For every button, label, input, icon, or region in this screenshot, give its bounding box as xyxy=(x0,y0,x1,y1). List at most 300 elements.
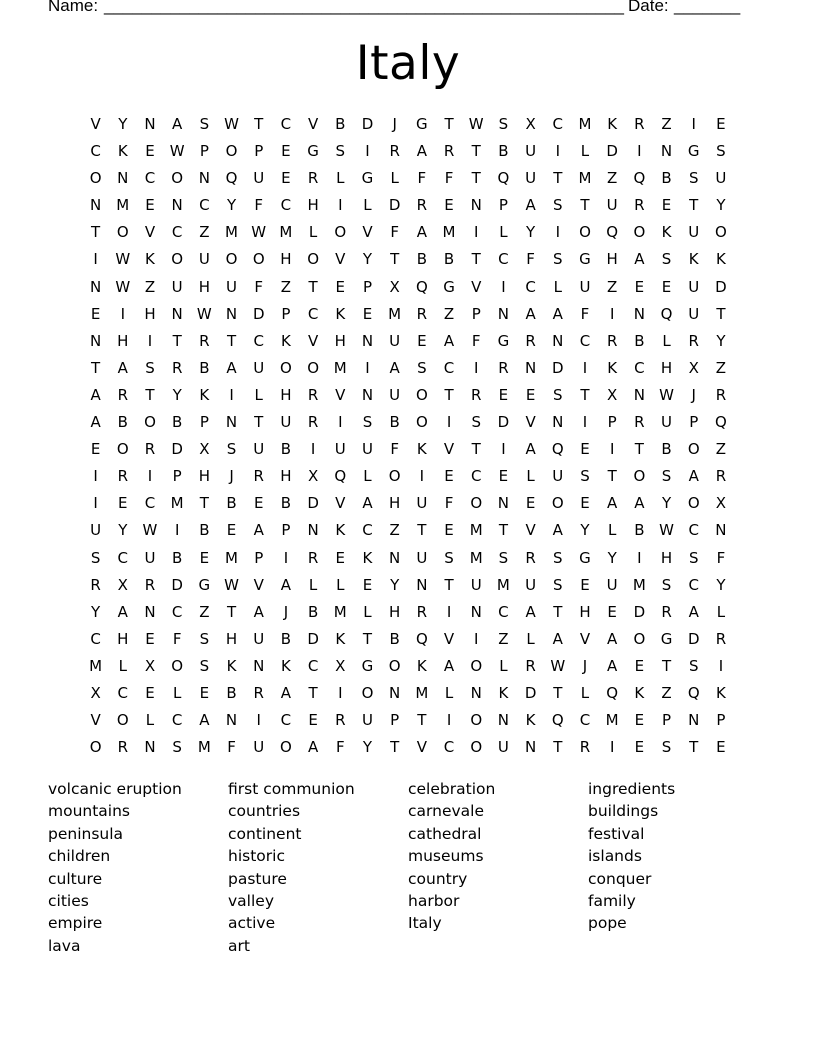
grid-letter[interactable]: T xyxy=(91,223,101,242)
grid-letter[interactable]: V xyxy=(335,385,346,404)
grid-letter[interactable]: Y xyxy=(172,385,182,404)
grid-letter[interactable]: E xyxy=(498,385,509,404)
grid-letter[interactable]: R xyxy=(416,304,428,323)
grid-letter[interactable]: I xyxy=(365,142,370,161)
grid-letter[interactable]: R xyxy=(471,385,482,404)
grid-letter[interactable]: O xyxy=(633,629,646,648)
grid-letter[interactable]: A xyxy=(117,602,128,621)
grid-letter[interactable]: R xyxy=(389,142,400,161)
grid-letter[interactable]: U xyxy=(253,358,265,377)
grid-letter[interactable]: S xyxy=(498,548,509,567)
grid-letter[interactable]: R xyxy=(525,548,536,567)
grid-letter[interactable]: T xyxy=(417,521,427,540)
grid-letter[interactable]: L xyxy=(336,575,345,594)
grid-letter[interactable]: A xyxy=(307,738,319,757)
grid-letter[interactable]: O xyxy=(551,494,564,513)
grid-letter[interactable]: R xyxy=(144,440,156,459)
grid-letter[interactable]: O xyxy=(470,494,483,513)
grid-letter[interactable]: V xyxy=(335,494,346,513)
grid-letter[interactable]: P xyxy=(199,142,209,161)
grid-letter[interactable]: H xyxy=(389,494,401,513)
grid-letter[interactable]: A xyxy=(280,575,292,594)
grid-letter[interactable]: R xyxy=(307,385,319,404)
grid-letter[interactable]: D xyxy=(497,413,510,432)
grid-letter[interactable]: S xyxy=(498,115,509,133)
grid-letter[interactable]: E xyxy=(661,277,672,296)
grid-letter[interactable]: X xyxy=(715,494,727,513)
grid-letter[interactable]: D xyxy=(524,683,537,702)
grid-letter[interactable]: M xyxy=(170,494,184,513)
grid-letter[interactable]: V xyxy=(335,250,346,269)
date-field[interactable]: _______ xyxy=(674,0,741,15)
grid-letter[interactable]: H xyxy=(144,304,156,323)
grid-letter[interactable]: E xyxy=(634,711,645,730)
grid-letter[interactable]: I xyxy=(474,223,479,242)
grid-letter[interactable]: U xyxy=(280,413,292,432)
grid-letter[interactable]: U xyxy=(416,494,428,513)
grid-letter[interactable]: A xyxy=(607,656,618,675)
grid-letter[interactable]: K xyxy=(715,683,726,702)
grid-letter[interactable]: R xyxy=(253,467,264,486)
grid-letter[interactable]: K xyxy=(280,331,291,350)
grid-letter[interactable]: M xyxy=(279,223,293,242)
grid-letter[interactable]: E xyxy=(145,142,155,161)
grid-letter[interactable]: Z xyxy=(607,277,618,296)
grid-letter[interactable]: H xyxy=(389,602,401,621)
grid-letter[interactable]: F xyxy=(227,738,236,757)
grid-letter[interactable]: F xyxy=(390,440,399,459)
grid-letter[interactable]: S xyxy=(580,467,590,486)
grid-letter[interactable]: C xyxy=(280,711,292,730)
grid-letter[interactable]: E xyxy=(335,548,346,567)
grid-letter[interactable]: U xyxy=(144,548,156,567)
grid-letter[interactable]: S xyxy=(444,548,454,567)
grid-letter[interactable]: J xyxy=(229,467,234,486)
grid-letter[interactable]: R xyxy=(416,602,428,621)
grid-letter[interactable]: Q xyxy=(334,467,347,486)
grid-letter[interactable]: I xyxy=(229,385,234,404)
grid-letter[interactable]: C xyxy=(525,277,536,296)
grid-letter[interactable]: N xyxy=(470,196,482,215)
grid-letter[interactable]: T xyxy=(308,683,318,702)
grid-letter[interactable]: E xyxy=(716,738,726,757)
grid-letter[interactable]: C xyxy=(470,467,482,486)
grid-letter[interactable]: V xyxy=(471,277,482,296)
grid-letter[interactable]: G xyxy=(497,331,510,350)
grid-letter[interactable]: U xyxy=(253,440,265,459)
grid-letter[interactable]: N xyxy=(144,738,156,757)
grid-letter[interactable]: H xyxy=(606,250,618,269)
grid-letter[interactable]: Y xyxy=(716,196,726,215)
grid-letter[interactable]: C xyxy=(688,521,699,540)
grid-letter[interactable]: S xyxy=(199,629,210,648)
grid-letter[interactable]: N xyxy=(633,385,645,404)
grid-letter[interactable]: E xyxy=(90,304,101,323)
grid-letter[interactable]: D xyxy=(252,304,265,323)
grid-letter[interactable]: N xyxy=(660,142,673,161)
grid-letter[interactable]: A xyxy=(416,223,427,242)
grid-letter[interactable]: A xyxy=(117,358,128,377)
grid-letter[interactable]: O xyxy=(144,413,156,432)
grid-letter[interactable]: N xyxy=(225,304,238,323)
grid-letter[interactable]: Q xyxy=(687,683,700,702)
grid-letter[interactable]: W xyxy=(659,385,674,404)
grid-letter[interactable]: F xyxy=(254,277,264,296)
grid-letter[interactable]: R xyxy=(498,358,509,377)
grid-letter[interactable]: X xyxy=(389,277,400,296)
grid-letter[interactable]: U xyxy=(525,142,537,161)
grid-letter[interactable]: O xyxy=(116,440,129,459)
grid-letter[interactable]: P xyxy=(281,304,291,323)
grid-letter[interactable]: G xyxy=(687,142,700,161)
grid-letter[interactable]: U xyxy=(552,467,564,486)
grid-letter[interactable]: T xyxy=(254,115,264,133)
grid-letter[interactable]: W xyxy=(196,304,212,323)
grid-letter[interactable]: G xyxy=(361,656,374,675)
grid-letter[interactable]: Y xyxy=(580,521,590,540)
grid-letter[interactable]: I xyxy=(93,494,98,513)
grid-letter[interactable]: T xyxy=(553,169,563,188)
grid-letter[interactable]: R xyxy=(661,602,672,621)
grid-letter[interactable]: Q xyxy=(551,711,564,730)
grid-letter[interactable]: B xyxy=(199,358,210,377)
grid-letter[interactable]: E xyxy=(90,440,101,459)
grid-letter[interactable]: R xyxy=(715,467,727,486)
grid-letter[interactable]: G xyxy=(660,629,673,648)
grid-letter[interactable]: M xyxy=(388,304,402,323)
grid-letter[interactable]: N xyxy=(389,683,401,702)
grid-letter[interactable]: L xyxy=(444,683,454,702)
grid-letter[interactable]: Z xyxy=(199,223,210,242)
grid-letter[interactable]: S xyxy=(553,385,563,404)
grid-letter[interactable]: F xyxy=(417,169,427,188)
grid-letter[interactable]: T xyxy=(471,142,481,161)
grid-letter[interactable]: R xyxy=(307,548,319,567)
grid-letter[interactable]: O xyxy=(89,738,102,757)
grid-letter[interactable]: U xyxy=(389,331,401,350)
grid-letter[interactable]: K xyxy=(280,656,291,675)
grid-letter[interactable]: M xyxy=(605,711,619,730)
grid-letter[interactable]: C xyxy=(307,656,319,675)
grid-letter[interactable]: T xyxy=(471,169,481,188)
grid-letter[interactable]: M xyxy=(116,196,130,215)
grid-letter[interactable]: I xyxy=(474,629,479,648)
grid-letter[interactable]: U xyxy=(661,413,673,432)
grid-letter[interactable]: P xyxy=(362,277,372,296)
grid-letter[interactable]: I xyxy=(310,440,316,459)
grid-letter[interactable]: Z xyxy=(661,115,672,133)
grid-letter[interactable]: T xyxy=(254,413,264,432)
grid-letter[interactable]: E xyxy=(118,494,128,513)
grid-letter[interactable]: T xyxy=(444,385,454,404)
grid-letter[interactable]: L xyxy=(145,711,155,730)
grid-letter[interactable]: E xyxy=(281,142,291,161)
grid-letter[interactable]: Q xyxy=(606,223,619,242)
grid-letter[interactable]: A xyxy=(362,494,373,513)
grid-letter[interactable]: O xyxy=(171,169,184,188)
grid-letter[interactable]: R xyxy=(90,575,101,594)
grid-letter[interactable]: D xyxy=(171,575,183,594)
grid-letter[interactable]: O xyxy=(307,250,319,269)
grid-letter[interactable]: R xyxy=(606,331,618,350)
grid-letter[interactable]: A xyxy=(199,711,210,730)
grid-letter[interactable]: L xyxy=(308,575,318,594)
grid-letter[interactable]: C xyxy=(579,331,591,350)
grid-letter[interactable]: E xyxy=(580,575,590,594)
grid-letter[interactable]: E xyxy=(335,277,346,296)
grid-letter[interactable]: T xyxy=(199,494,209,513)
grid-letter[interactable]: P xyxy=(689,413,699,432)
grid-letter[interactable]: O xyxy=(470,738,483,757)
grid-letter[interactable]: D xyxy=(606,142,618,161)
grid-letter[interactable]: D xyxy=(552,358,564,377)
grid-letter[interactable]: G xyxy=(198,575,211,594)
grid-letter[interactable]: B xyxy=(389,629,400,648)
grid-letter[interactable]: R xyxy=(144,575,156,594)
grid-letter[interactable]: U xyxy=(416,548,428,567)
grid-letter[interactable]: A xyxy=(607,494,618,513)
grid-letter[interactable]: C xyxy=(171,223,183,242)
grid-letter[interactable]: S xyxy=(172,738,182,757)
grid-letter[interactable]: B xyxy=(335,115,346,133)
grid-letter[interactable]: L xyxy=(580,142,590,161)
grid-letter[interactable]: E xyxy=(145,196,155,215)
grid-letter[interactable]: D xyxy=(687,629,700,648)
grid-letter[interactable]: T xyxy=(362,629,373,648)
grid-letter[interactable]: A xyxy=(688,602,699,621)
grid-letter[interactable]: Z xyxy=(280,277,292,296)
grid-letter[interactable]: W xyxy=(142,521,158,540)
grid-letter[interactable]: N xyxy=(198,169,210,188)
grid-letter[interactable]: O xyxy=(334,223,347,242)
grid-letter[interactable]: Q xyxy=(660,304,673,323)
grid-letter[interactable]: D xyxy=(171,440,183,459)
grid-letter[interactable]: N xyxy=(307,521,319,540)
grid-letter[interactable]: Z xyxy=(607,169,618,188)
grid-letter[interactable]: R xyxy=(253,683,264,702)
grid-letter[interactable]: S xyxy=(688,656,699,675)
grid-letter[interactable]: N xyxy=(171,304,183,323)
grid-letter[interactable]: D xyxy=(633,602,646,621)
grid-letter[interactable]: I xyxy=(582,358,588,377)
grid-letter[interactable]: U xyxy=(334,440,346,459)
grid-letter[interactable]: B xyxy=(172,413,183,432)
grid-letter[interactable]: L xyxy=(254,385,263,404)
grid-letter[interactable]: P xyxy=(662,711,672,730)
grid-letter[interactable]: S xyxy=(145,358,155,377)
grid-letter[interactable]: N xyxy=(524,358,537,377)
grid-letter[interactable]: Z xyxy=(144,277,156,296)
grid-letter[interactable]: H xyxy=(198,277,210,296)
grid-letter[interactable]: A xyxy=(443,331,455,350)
grid-letter[interactable]: N xyxy=(225,711,238,730)
grid-letter[interactable]: B xyxy=(226,494,237,513)
grid-letter[interactable]: I xyxy=(637,142,642,161)
grid-letter[interactable]: C xyxy=(307,304,319,323)
grid-letter[interactable]: K xyxy=(117,142,128,161)
grid-letter[interactable]: N xyxy=(389,548,401,567)
grid-letter[interactable]: M xyxy=(469,521,483,540)
grid-letter[interactable]: T xyxy=(689,738,699,757)
grid-letter[interactable]: C xyxy=(199,196,210,215)
grid-letter[interactable]: E xyxy=(444,196,454,215)
grid-letter[interactable]: Z xyxy=(498,629,509,648)
grid-letter[interactable]: E xyxy=(525,494,536,513)
grid-letter[interactable]: D xyxy=(307,494,319,513)
grid-letter[interactable]: A xyxy=(280,683,292,702)
grid-letter[interactable]: O xyxy=(715,223,727,242)
grid-letter[interactable]: K xyxy=(335,521,346,540)
grid-letter[interactable]: F xyxy=(172,629,182,648)
grid-letter[interactable]: A xyxy=(525,196,536,215)
grid-letter[interactable]: N xyxy=(633,304,645,323)
grid-letter[interactable]: O xyxy=(89,169,102,188)
grid-letter[interactable]: I xyxy=(609,738,615,757)
grid-letter[interactable]: U xyxy=(171,277,183,296)
grid-letter[interactable]: C xyxy=(171,602,183,621)
grid-letter[interactable]: O xyxy=(171,250,184,269)
grid-letter[interactable]: T xyxy=(226,331,237,350)
grid-letter[interactable]: Q xyxy=(606,683,619,702)
grid-letter[interactable]: V xyxy=(144,223,156,242)
grid-letter[interactable]: Y xyxy=(362,738,373,757)
grid-letter[interactable]: L xyxy=(363,467,372,486)
grid-letter[interactable]: V xyxy=(90,115,101,133)
grid-letter[interactable]: V xyxy=(579,629,591,648)
grid-letter[interactable]: T xyxy=(226,602,237,621)
grid-letter[interactable]: V xyxy=(90,711,101,730)
grid-letter[interactable]: M xyxy=(578,115,592,133)
grid-letter[interactable]: R xyxy=(117,738,128,757)
grid-letter[interactable]: K xyxy=(607,358,618,377)
grid-letter[interactable]: S xyxy=(688,548,699,567)
grid-letter[interactable]: E xyxy=(226,521,237,540)
grid-letter[interactable]: B xyxy=(634,331,645,350)
grid-letter[interactable]: F xyxy=(390,223,399,242)
grid-letter[interactable]: K xyxy=(607,115,618,133)
grid-letter[interactable]: A xyxy=(226,358,237,377)
grid-letter[interactable]: O xyxy=(470,711,483,730)
grid-letter[interactable]: I xyxy=(174,521,180,540)
grid-letter[interactable]: E xyxy=(444,467,454,486)
grid-letter[interactable]: T xyxy=(661,656,672,675)
grid-letter[interactable]: T xyxy=(172,331,182,350)
grid-letter[interactable]: L xyxy=(553,277,562,296)
grid-letter[interactable]: X xyxy=(607,385,618,404)
grid-letter[interactable]: F xyxy=(444,494,454,513)
grid-letter[interactable]: O xyxy=(280,738,292,757)
grid-letter[interactable]: Q xyxy=(225,169,238,188)
grid-letter[interactable]: D xyxy=(361,115,374,133)
grid-letter[interactable]: M xyxy=(469,548,483,567)
grid-letter[interactable]: S xyxy=(553,548,563,567)
grid-letter[interactable]: R xyxy=(715,629,727,648)
grid-letter[interactable]: T xyxy=(716,304,726,323)
grid-letter[interactable]: U xyxy=(688,304,700,323)
grid-letter[interactable]: J xyxy=(283,602,289,621)
grid-letter[interactable]: T xyxy=(471,250,481,269)
grid-letter[interactable]: I xyxy=(256,711,261,730)
grid-letter[interactable]: A xyxy=(90,385,101,404)
grid-letter[interactable]: L xyxy=(499,656,508,675)
grid-letter[interactable]: D xyxy=(715,277,727,296)
grid-letter[interactable]: L xyxy=(526,467,535,486)
grid-letter[interactable]: R xyxy=(715,385,727,404)
grid-letter[interactable]: B xyxy=(307,602,319,621)
grid-letter[interactable]: U xyxy=(688,277,700,296)
grid-letter[interactable]: N xyxy=(470,683,482,702)
grid-letter[interactable]: M xyxy=(578,169,592,188)
grid-letter[interactable]: T xyxy=(145,385,155,404)
grid-letter[interactable]: B xyxy=(661,440,672,459)
grid-letter[interactable]: U xyxy=(606,196,618,215)
grid-letter[interactable]: N xyxy=(225,413,238,432)
grid-letter[interactable]: I xyxy=(419,467,425,486)
grid-letter[interactable]: K xyxy=(416,440,427,459)
grid-letter[interactable]: N xyxy=(524,738,537,757)
grid-letter[interactable]: P xyxy=(199,413,209,432)
grid-letter[interactable]: L xyxy=(662,331,671,350)
grid-letter[interactable]: K xyxy=(416,656,427,675)
grid-letter[interactable]: A xyxy=(443,656,455,675)
grid-letter[interactable]: T xyxy=(444,115,454,133)
grid-letter[interactable]: A xyxy=(607,629,618,648)
grid-letter[interactable]: W xyxy=(115,277,131,296)
grid-letter[interactable]: U xyxy=(497,738,509,757)
grid-letter[interactable]: M xyxy=(89,656,103,675)
grid-letter[interactable]: Y xyxy=(118,115,128,133)
grid-letter[interactable]: N xyxy=(144,602,156,621)
grid-letter[interactable]: S xyxy=(553,196,563,215)
grid-letter[interactable]: S xyxy=(199,656,210,675)
grid-letter[interactable]: S xyxy=(90,548,101,567)
grid-letter[interactable]: F xyxy=(580,304,590,323)
grid-letter[interactable]: W xyxy=(659,521,674,540)
grid-letter[interactable]: S xyxy=(199,115,210,133)
grid-letter[interactable]: I xyxy=(691,115,696,133)
grid-letter[interactable]: N xyxy=(171,196,183,215)
grid-letter[interactable]: E xyxy=(525,385,536,404)
grid-letter[interactable]: Z xyxy=(661,683,672,702)
grid-letter[interactable]: F xyxy=(526,250,535,269)
grid-letter[interactable]: K xyxy=(335,304,346,323)
grid-letter[interactable]: C xyxy=(634,358,645,377)
grid-letter[interactable]: O xyxy=(579,223,591,242)
grid-letter[interactable]: I xyxy=(93,467,98,486)
grid-letter[interactable]: O xyxy=(415,385,428,404)
grid-letter[interactable]: O xyxy=(687,440,700,459)
grid-letter[interactable]: O xyxy=(307,358,319,377)
grid-letter[interactable]: E xyxy=(281,169,291,188)
grid-letter[interactable]: R xyxy=(634,196,645,215)
grid-letter[interactable]: C xyxy=(498,250,509,269)
grid-letter[interactable]: B xyxy=(416,250,427,269)
grid-letter[interactable]: S xyxy=(716,142,726,161)
grid-letter[interactable]: N xyxy=(144,115,156,133)
grid-letter[interactable]: Y xyxy=(607,548,617,567)
grid-letter[interactable]: N xyxy=(253,656,265,675)
grid-letter[interactable]: O xyxy=(252,250,265,269)
grid-letter[interactable]: P xyxy=(607,413,617,432)
grid-letter[interactable]: I xyxy=(501,277,506,296)
grid-letter[interactable]: V xyxy=(443,440,455,459)
grid-letter[interactable]: N xyxy=(89,277,102,296)
grid-letter[interactable]: I xyxy=(147,467,153,486)
grid-letter[interactable]: N xyxy=(497,494,510,513)
grid-letter[interactable]: U xyxy=(361,711,373,730)
grid-letter[interactable]: K xyxy=(525,711,536,730)
grid-letter[interactable]: N xyxy=(688,711,700,730)
